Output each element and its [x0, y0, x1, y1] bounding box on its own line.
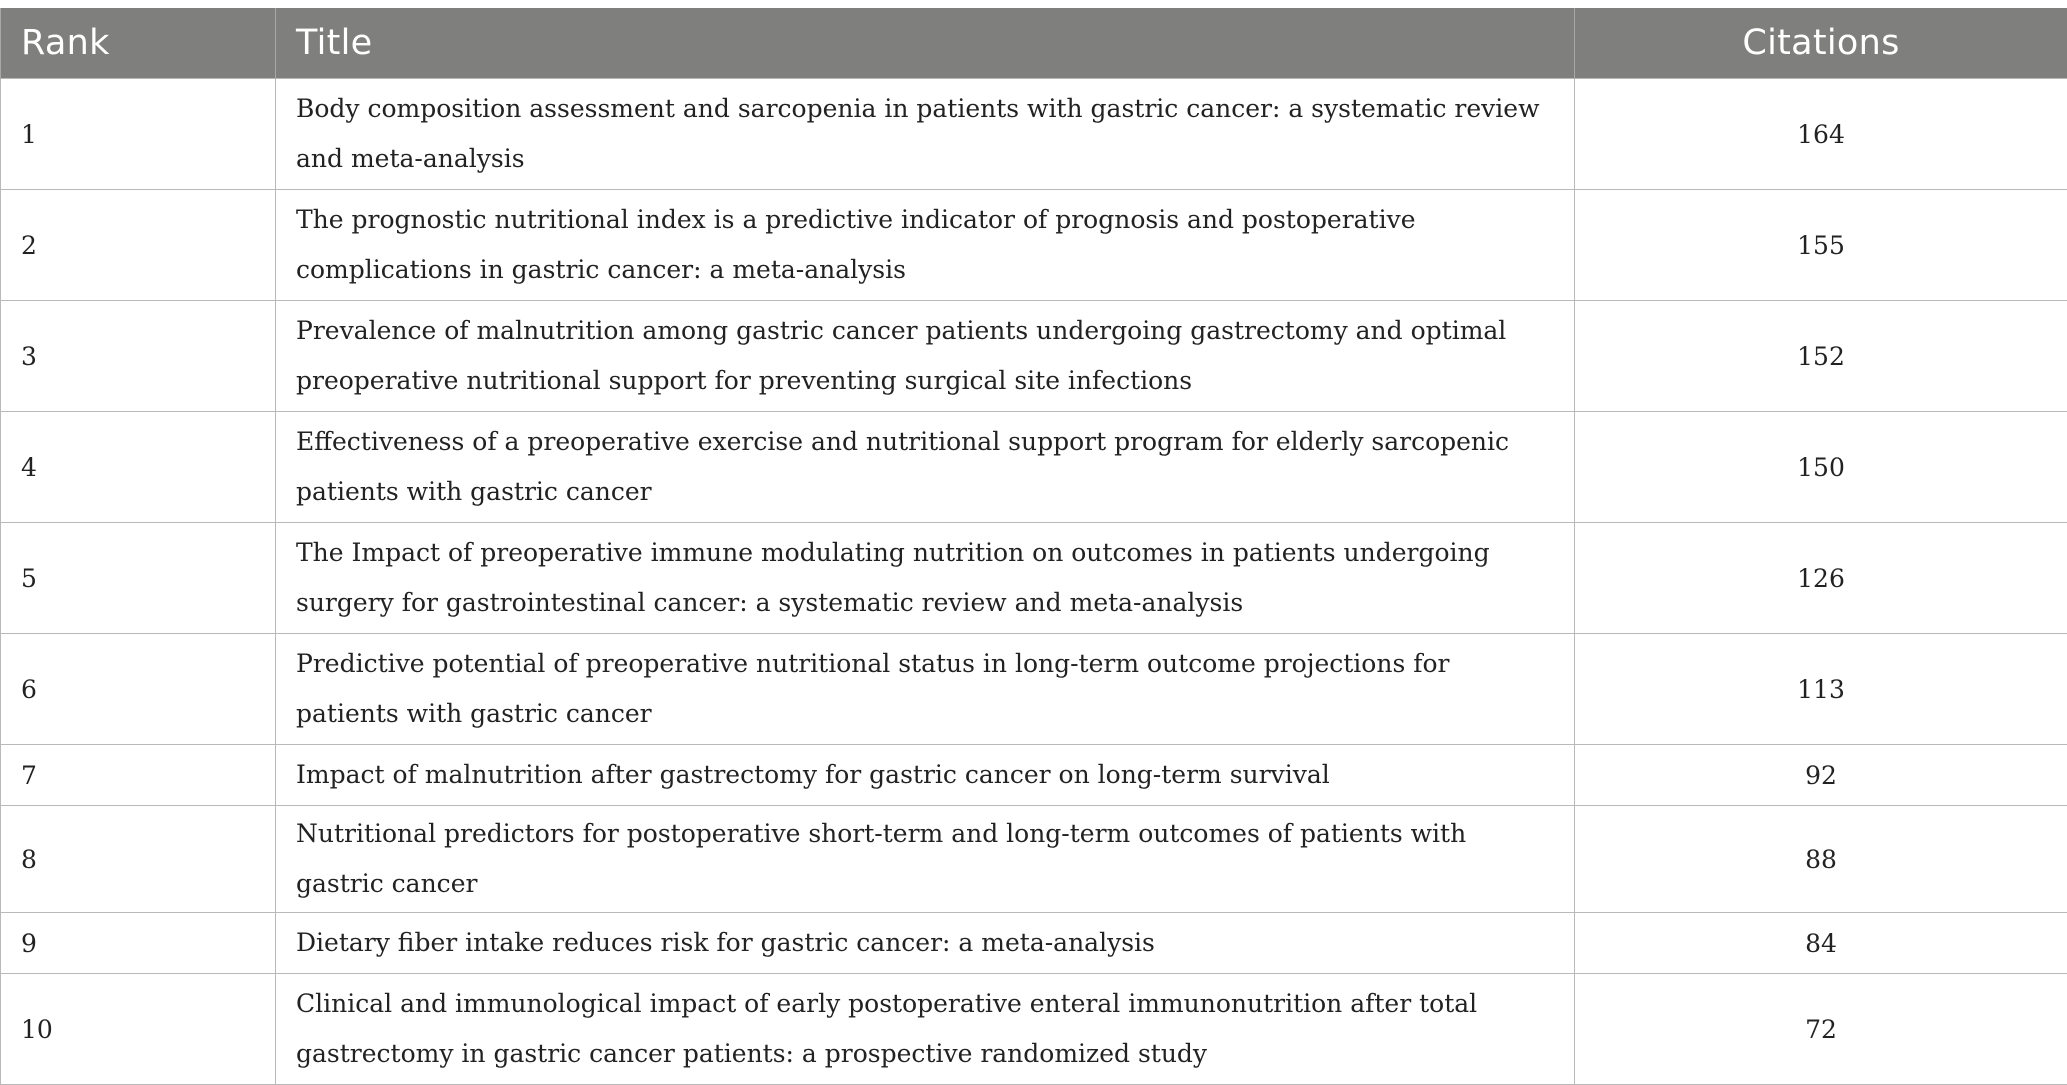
citations-cell: 164 [1575, 79, 2067, 190]
title-cell: The prognostic nutritional index is a predictive indicator of prognosis and postoperative complications in gastric cancer: a meta-analysis [276, 190, 1575, 301]
rank-cell: 10 [1, 974, 276, 1085]
title-cell: Body composition assessment and sarcopenia in patients with gastric cancer: a systematic review and meta-analysis [276, 79, 1575, 190]
table-header [1, 8, 2067, 79]
citations-cell: 84 [1575, 913, 2067, 974]
table-row [1, 412, 2067, 523]
citations-cell: 72 [1575, 974, 2067, 1085]
rank-cell: 3 [1, 301, 276, 412]
citations-table [0, 8, 2067, 1085]
title-cell: Prevalence of malnutrition among gastric cancer patients undergoing gastrectomy and optimal preoperative nutritional support for preventing surgical site infections [276, 301, 1575, 412]
citations-cell: 152 [1575, 301, 2067, 412]
table-row [1, 523, 2067, 634]
table-row [1, 301, 2067, 412]
rank-cell: 8 [1, 806, 276, 913]
citations-table-container [0, 8, 2067, 1085]
rank-cell: 6 [1, 634, 276, 745]
title-cell: Dietary fiber intake reduces risk for gastric cancer: a meta-analysis [276, 913, 1575, 974]
rank-cell: 2 [1, 190, 276, 301]
title-cell: The Impact of preoperative immune modulating nutrition on outcomes in patients undergoing surgery for gastrointestinal cancer: a systematic review and meta-analysis [276, 523, 1575, 634]
citations-cell: 92 [1575, 745, 2067, 806]
table-body [1, 79, 2067, 1085]
rank-cell: 5 [1, 523, 276, 634]
citations-cell: 88 [1575, 806, 2067, 913]
rank-cell: 9 [1, 913, 276, 974]
rank-cell: 7 [1, 745, 276, 806]
title-cell: Effectiveness of a preoperative exercise and nutritional support program for elderly sarcopenic patients with gastric cancer [276, 412, 1575, 523]
table-row [1, 745, 2067, 806]
column-header-rank: Rank [1, 8, 276, 79]
rank-cell: 4 [1, 412, 276, 523]
table-row [1, 79, 2067, 190]
table-row [1, 913, 2067, 974]
table-row [1, 190, 2067, 301]
citations-cell: 155 [1575, 190, 2067, 301]
column-header-citations: Citations [1575, 8, 2067, 79]
column-header-title: Title [276, 8, 1575, 79]
rank-cell: 1 [1, 79, 276, 190]
table-row [1, 634, 2067, 745]
table-row [1, 974, 2067, 1085]
citations-cell: 126 [1575, 523, 2067, 634]
citations-cell: 113 [1575, 634, 2067, 745]
title-cell: Impact of malnutrition after gastrectomy for gastric cancer on long-term survival [276, 745, 1575, 806]
citations-cell: 150 [1575, 412, 2067, 523]
title-cell: Clinical and immunological impact of early postoperative enteral immunonutrition after total gastrectomy in gastric cancer patients: a prospective randomized study [276, 974, 1575, 1085]
title-cell: Nutritional predictors for postoperative short-term and long-term outcomes of patients with gastric cancer [276, 806, 1575, 913]
table-row [1, 806, 2067, 913]
title-cell: Predictive potential of preoperative nutritional status in long-term outcome projections for patients with gastric cancer [276, 634, 1575, 745]
